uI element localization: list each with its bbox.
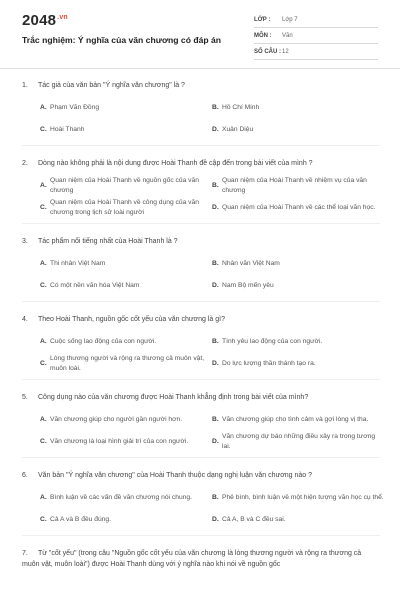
answer-option[interactable] — [212, 253, 384, 275]
question-text — [22, 156, 380, 169]
option-letter: A. — [40, 182, 47, 189]
header — [0, 0, 400, 70]
question-body: Tác phẩm nổi tiếng nhất của Hoài Thanh là ? — [38, 238, 178, 245]
question-item — [0, 390, 400, 458]
option-letter: D. — [212, 438, 219, 445]
option-letter: A. — [40, 494, 47, 501]
option-letter: C. — [40, 282, 47, 289]
question-body: Từ "cốt yếu" (trong câu "Nguồn gốc cốt yếu của văn chương là lòng thương người và rộng ra thương cả muôn vật, muôn loài") được Hoài Thanh dùng với ý nghĩa nào khi nói về nguồn gốc — [22, 550, 362, 568]
option-text: Bình luận về các vấn đề văn chương nói chung. — [50, 494, 192, 501]
meta-value: Văn — [282, 32, 293, 39]
question-body: Dòng nào không phải là nội dung được Hoài Thanh đề cập đến trong bài viết của mình ? — [38, 160, 313, 167]
option-letter: D. — [212, 360, 219, 367]
question-body: Văn bản "Ý nghĩa văn chương" của Hoài Thanh thuộc dạng nghị luận văn chương nào ? — [38, 472, 313, 479]
question-text — [22, 312, 380, 325]
question-separator — [22, 457, 380, 458]
answer-options — [22, 253, 380, 297]
option-letter: C. — [40, 516, 47, 523]
option-text: Xuân Diệu — [222, 126, 254, 133]
question-separator — [22, 223, 380, 224]
option-letter: A. — [40, 104, 47, 111]
option-text: Quan niệm của Hoài Thanh về công dụng của văn chương trong lịch sử loài người — [50, 199, 199, 216]
answer-option[interactable] — [40, 431, 212, 453]
site-logo[interactable] — [22, 12, 68, 29]
option-letter: A. — [40, 260, 47, 267]
answer-option[interactable] — [212, 509, 384, 531]
question-number: 6. — [22, 472, 28, 479]
option-text: Quan niệm của Hoài Thanh về nhiệm vụ của văn chương — [222, 177, 367, 194]
answer-option[interactable] — [212, 431, 384, 453]
logo-text: 2048 — [22, 12, 57, 29]
answer-options — [22, 487, 384, 531]
option-text: Cả A, B và C đều sai. — [222, 516, 286, 523]
option-letter: D. — [212, 204, 219, 211]
question-item — [0, 156, 400, 224]
question-separator — [22, 145, 380, 146]
answer-options — [22, 331, 380, 375]
meta-label: SỐ CÂU : — [254, 48, 281, 55]
question-number: 5. — [22, 394, 28, 401]
question-separator — [22, 301, 380, 302]
option-text: Nam Bộ mến yêu — [222, 282, 274, 289]
option-letter: C. — [40, 204, 47, 211]
option-text: Quan niệm của Hoài Thanh về các thể loại văn học. — [222, 204, 376, 211]
question-item — [0, 546, 400, 570]
meta-label: LỚP : — [254, 16, 271, 23]
header-divider — [0, 68, 400, 69]
question-separator — [22, 379, 380, 380]
option-text: Phạm Văn Đồng — [50, 104, 100, 111]
option-letter: C. — [40, 360, 47, 367]
answer-option[interactable] — [212, 487, 384, 509]
answer-option[interactable] — [40, 275, 212, 297]
option-text: Lòng thương người và rộng ra thương cả muôn vật, muôn loài. — [50, 355, 205, 372]
option-text: Quan niệm của Hoài Thanh về nguồn gốc của văn chương — [50, 177, 199, 194]
option-text: Có một nền văn hóa Việt Nam — [50, 282, 140, 289]
question-number: 3. — [22, 238, 28, 245]
question-body: Theo Hoài Thanh, nguồn gốc cốt yếu của văn chương là gì? — [38, 316, 225, 323]
question-separator — [22, 535, 380, 536]
answer-option[interactable] — [212, 275, 384, 297]
answer-option[interactable] — [40, 253, 212, 275]
option-text: Văn chương giúp cho tình cảm và gợi lòng vị tha. — [222, 416, 369, 423]
question-item — [0, 312, 400, 380]
question-text — [22, 390, 380, 403]
question-number: 2. — [22, 160, 28, 167]
answer-option[interactable] — [40, 197, 212, 219]
option-text: Hồ Chí Minh — [222, 104, 260, 111]
answer-option[interactable] — [40, 487, 212, 509]
answer-option[interactable] — [212, 197, 384, 219]
question-item — [0, 468, 400, 536]
option-letter: B. — [212, 182, 219, 189]
answer-option[interactable] — [40, 175, 212, 197]
option-text: Văn chương giúp cho người gần người hơn. — [50, 416, 183, 423]
option-text: Văn chương dự báo những điều xảy ra trong tương lai. — [222, 433, 376, 450]
option-letter: A. — [40, 416, 47, 423]
answer-option[interactable] — [212, 353, 384, 375]
option-text: Phê bình, bình luận về một hiện tượng văn học cụ thể. — [222, 494, 384, 501]
answer-option[interactable] — [40, 119, 212, 141]
answer-option[interactable] — [212, 97, 384, 119]
answer-option[interactable] — [40, 409, 212, 431]
page-title: Trắc nghiệm: Ý nghĩa của văn chương có đáp án — [22, 35, 222, 45]
option-text: Thi nhân Việt Nam — [50, 260, 106, 267]
question-body: Tác giả của văn bản "Ý nghĩa văn chương" là ? — [38, 82, 185, 89]
answer-options — [22, 409, 380, 453]
answer-option[interactable] — [40, 353, 212, 375]
option-letter: D. — [212, 126, 219, 133]
option-text: Tình yêu lao động của con người. — [222, 338, 323, 345]
question-list — [0, 78, 400, 570]
option-letter: B. — [212, 494, 219, 501]
meta-row — [254, 12, 378, 28]
question-item — [0, 234, 400, 302]
option-text: Nhân văn Việt Nam — [222, 260, 280, 267]
option-letter: B. — [212, 338, 219, 345]
answer-option[interactable] — [40, 97, 212, 119]
meta-value: 12 — [282, 48, 289, 55]
logo-suffix: .vn — [57, 14, 68, 21]
meta-row — [254, 28, 378, 44]
meta-info — [254, 12, 378, 60]
question-body: Công dụng nào của văn chương được Hoài Thanh khẳng định trong bài viết của mình? — [38, 394, 309, 401]
question-number: 1. — [22, 82, 28, 89]
question-text — [22, 468, 380, 481]
answer-option[interactable] — [212, 175, 384, 197]
answer-option[interactable] — [40, 331, 212, 353]
answer-option[interactable] — [212, 409, 384, 431]
meta-label: MÔN : — [254, 32, 272, 39]
answer-options — [22, 97, 380, 141]
option-text: Văn chương là loại hình giải trí của con người. — [50, 438, 189, 445]
option-letter: B. — [212, 104, 219, 111]
question-text — [22, 234, 380, 247]
option-text: Cả A và B đều đúng. — [50, 516, 111, 523]
option-letter: B. — [212, 416, 219, 423]
option-text: Cuộc sống lao động của con người. — [50, 338, 157, 345]
question-number: 4. — [22, 316, 28, 323]
question-text — [22, 78, 380, 91]
answer-option[interactable] — [212, 119, 384, 141]
option-letter: A. — [40, 338, 47, 345]
option-letter: B. — [212, 260, 219, 267]
answer-option[interactable] — [212, 331, 384, 353]
option-letter: D. — [212, 516, 219, 523]
option-letter: D. — [212, 282, 219, 289]
answer-option[interactable] — [40, 509, 212, 531]
meta-row — [254, 44, 378, 60]
option-letter: C. — [40, 126, 47, 133]
question-text — [22, 546, 380, 570]
question-number: 7. — [22, 550, 28, 557]
answer-options — [22, 175, 380, 219]
option-text: Hoài Thanh — [50, 126, 85, 133]
option-text: Do lực lượng thần thánh tạo ra. — [222, 360, 316, 367]
option-letter: C. — [40, 438, 47, 445]
meta-value: Lớp 7 — [282, 16, 298, 23]
question-item — [0, 78, 400, 146]
